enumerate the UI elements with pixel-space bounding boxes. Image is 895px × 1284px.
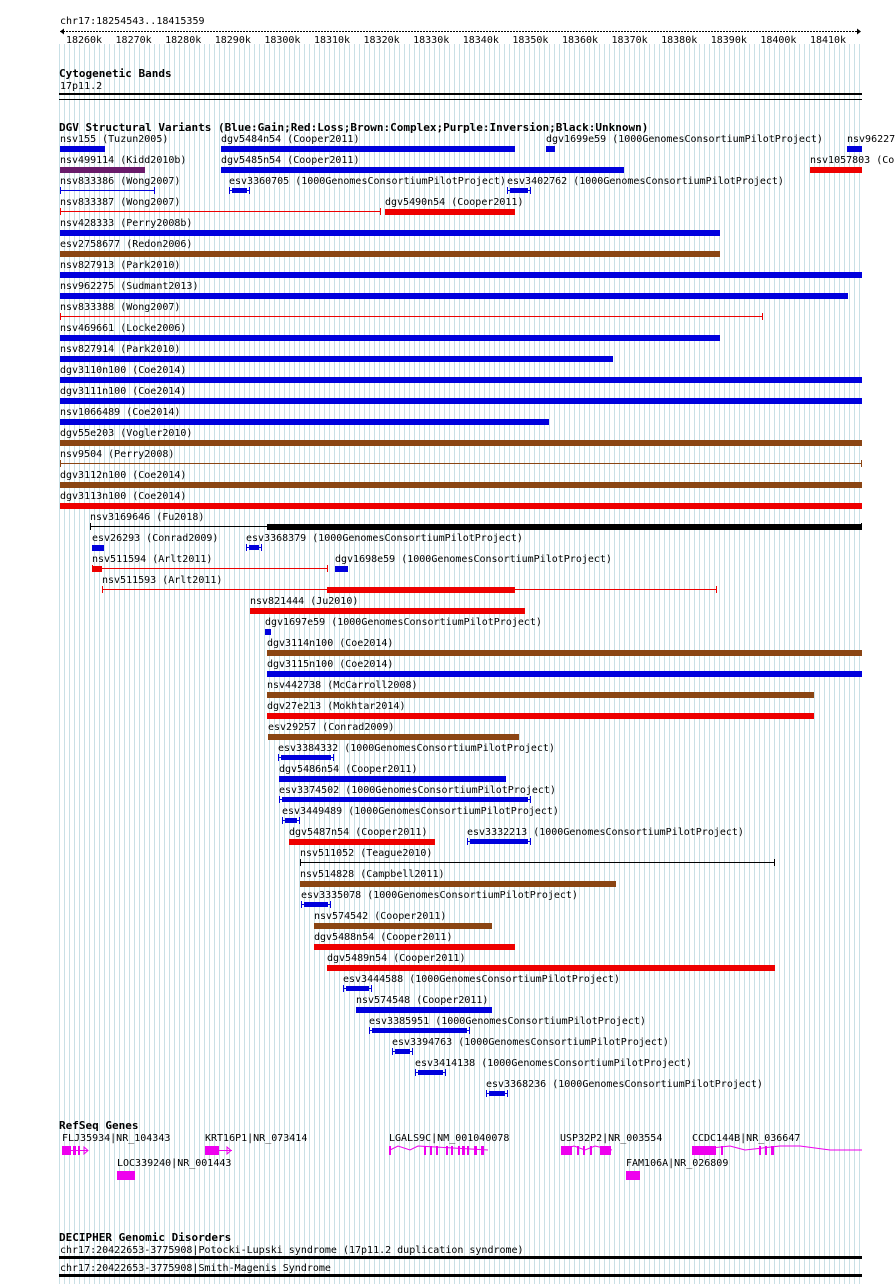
variant-bar[interactable] (267, 650, 862, 656)
variant-bar[interactable] (60, 230, 720, 236)
variant-end-tick (469, 1027, 470, 1034)
variant-label: dgv3113n100 (Coe2014) (60, 491, 187, 502)
variant-label: esv3384332 (1000GenomesConsortiumPilotProject) (278, 743, 555, 754)
variant-label: esv3385951 (1000GenomesConsortiumPilotProject) (369, 1016, 646, 1027)
variant-end-tick (486, 1090, 487, 1097)
variant-label: dgv1697e59 (1000GenomesConsortiumPilotProject) (265, 617, 542, 628)
variant-bar[interactable] (60, 503, 862, 509)
variant-bar[interactable] (268, 734, 519, 740)
variant-end-tick (261, 544, 262, 551)
variant-label: dgv1698e59 (1000GenomesConsortiumPilotProject) (335, 554, 612, 565)
ruler-tick-label: 18320k (363, 35, 400, 46)
gene-label: FLJ35934|NR_104343 (62, 1133, 171, 1144)
variant-bar[interactable] (356, 1007, 492, 1013)
variant-end-tick (301, 901, 302, 908)
variant-bar[interactable] (221, 146, 515, 152)
variant-bar[interactable] (92, 545, 104, 551)
decipher-item-bar[interactable] (59, 1274, 862, 1277)
variant-end-tick (412, 1048, 413, 1055)
variant-bar[interactable] (289, 839, 435, 845)
variant-bar[interactable] (60, 440, 862, 446)
ruler-tick-label: 18350k (512, 35, 549, 46)
variant-end-tick (467, 838, 468, 845)
variant-end-tick (299, 817, 300, 824)
variant-label: esv3402762 (1000GenomesConsortiumPilotProject) (507, 176, 784, 187)
ruler-tick-label: 18290k (214, 35, 251, 46)
variant-label: dgv5490n54 (Cooper2011) (385, 197, 524, 208)
variant-label: esv3368379 (1000GenomesConsortiumPilotProject) (246, 533, 523, 544)
variant-end-tick (246, 544, 247, 551)
variant-bar[interactable] (60, 146, 105, 152)
variant-label: nsv833386 (Wong2007) (60, 176, 181, 187)
variant-bar[interactable] (60, 167, 145, 173)
variant-label: esv3360705 (1000GenomesConsortiumPilotProject) (229, 176, 506, 187)
ruler-tick-label: 18270k (115, 35, 152, 46)
cytoband-label: 17p11.2 (60, 81, 103, 92)
ruler-tick-label: 18330k (413, 35, 450, 46)
ruler-tick-label: 18260k (65, 35, 103, 46)
ruler-tick-label: 18340k (462, 35, 499, 46)
variant-end-tick (102, 586, 103, 593)
variant-label: dgv5489n54 (Cooper2011) (327, 953, 466, 964)
variant-label: nsv9504 (Perry2008) (60, 449, 175, 460)
variant-bar[interactable] (267, 692, 814, 698)
variant-block (418, 1070, 443, 1075)
ruler-tick-label: 18360k (561, 35, 599, 46)
variant-end-tick (716, 586, 717, 593)
variant-end-tick (380, 208, 381, 215)
ruler-tick-label: 18410k (809, 35, 847, 46)
gene-label: CCDC144B|NR_036647 (692, 1133, 801, 1144)
variant-end-tick (774, 859, 775, 866)
variant-label: nsv574548 (Cooper2011) (356, 995, 489, 1006)
variant-label: nsv155 (Tuzun2005) (60, 134, 169, 145)
variant-label: nsv428333 (Perry2008b) (60, 218, 193, 229)
variant-end-tick (861, 460, 862, 467)
variant-label: nsv574542 (Cooper2011) (314, 911, 447, 922)
variant-label: nsv511593 (Arlt2011) (102, 575, 223, 586)
variant-end-tick (300, 859, 301, 866)
variant-block (281, 755, 331, 760)
variant-bar[interactable] (327, 965, 775, 971)
variant-bar[interactable] (847, 146, 862, 152)
variant-end-tick (530, 838, 531, 845)
variant-end-tick (762, 313, 763, 320)
ruler-tick-label: 18300k (264, 35, 301, 46)
variant-block (510, 188, 528, 193)
ruler-tick-label: 18390k (710, 35, 747, 46)
variant-end-tick (333, 754, 334, 761)
variant-bar[interactable] (335, 566, 348, 572)
decipher-item-label: chr17:20422653-3775908|Potocki-Lupski syndrome (17p11.2 duplication syndrome) (60, 1245, 524, 1256)
variant-label: esv3444588 (1000GenomesConsortiumPilotProject) (343, 974, 620, 985)
cytoband-bar[interactable] (59, 93, 862, 95)
variant-block (93, 566, 102, 572)
variant-bar[interactable] (60, 272, 862, 278)
variant-bar[interactable] (300, 881, 616, 887)
variant-block (470, 839, 528, 844)
variant-label: dgv3110n100 (Coe2014) (60, 365, 187, 376)
variant-label: esv3449489 (1000GenomesConsortiumPilotProject) (282, 806, 559, 817)
variant-label: esv3374502 (1000GenomesConsortiumPilotProject) (279, 785, 556, 796)
variant-label: nsv1066489 (Coe2014) (60, 407, 181, 418)
decipher-item-label: chr17:20422653-3775908|Smith-Magenis Syndrome (60, 1263, 331, 1274)
variant-block (249, 545, 259, 550)
variant-label: nsv1057803 (Co (810, 155, 895, 166)
variant-bar[interactable] (60, 463, 862, 464)
variant-block (304, 902, 328, 907)
variant-bar[interactable] (265, 629, 271, 635)
dgv-track-title[interactable]: DGV Structural Variants (Blue:Gain;Red:Loss;Brown:Complex;Purple:Inversion;Black:Unknown) (59, 121, 649, 134)
variant-label: dgv55e203 (Vogler2010) (60, 428, 193, 439)
variant-label: nsv469661 (Locke2006) (60, 323, 187, 334)
variant-label: nsv514828 (Campbell2011) (300, 869, 445, 880)
variant-bar[interactable] (267, 713, 814, 719)
variant-label: nsv821444 (Ju2010) (250, 596, 359, 607)
gene-label: KRT16P1|NR_073414 (205, 1133, 308, 1144)
variant-bar[interactable] (279, 776, 506, 782)
variant-end-tick (507, 187, 508, 194)
region-label: chr17:18254543..18415359 (60, 16, 205, 27)
variant-block (372, 1028, 467, 1033)
variant-block (285, 818, 297, 823)
variant-label: dgv3112n100 (Coe2014) (60, 470, 187, 481)
variant-bar[interactable] (60, 316, 763, 317)
variant-label: esv3368236 (1000GenomesConsortiumPilotProject) (486, 1079, 763, 1090)
variant-bar[interactable] (60, 190, 155, 191)
decipher-track-title[interactable]: DECIPHER Genomic Disorders (59, 1231, 232, 1244)
variant-end-tick (369, 1027, 370, 1034)
variant-label: nsv827914 (Park2010) (60, 344, 181, 355)
variant-block (267, 524, 862, 530)
variant-label: nsv511052 (Teague2010) (300, 848, 433, 859)
variant-block (282, 797, 528, 802)
cytoband-track-title[interactable]: Cytogenetic Bands (59, 67, 172, 80)
variant-end-tick (60, 187, 61, 194)
variant-end-tick (530, 796, 531, 803)
variant-bar[interactable] (810, 167, 862, 173)
variant-bar[interactable] (60, 251, 720, 257)
variant-label: dgv3115n100 (Coe2014) (267, 659, 394, 670)
variant-label: dgv1699e59 (1000GenomesConsortiumPilotProject) (546, 134, 823, 145)
variant-bar[interactable] (385, 209, 515, 215)
variant-bar[interactable] (300, 862, 775, 863)
variant-bar[interactable] (60, 377, 862, 383)
variant-label: nsv511594 (Arlt2011) (92, 554, 213, 565)
variant-label: dgv5484n54 (Cooper2011) (221, 134, 360, 145)
variant-end-tick (60, 460, 61, 467)
variant-bar[interactable] (60, 335, 720, 341)
variant-end-tick (507, 1090, 508, 1097)
variant-bar[interactable] (60, 419, 549, 425)
ruler-tick-label: 18370k (611, 35, 648, 46)
variant-label: esv3414138 (1000GenomesConsortiumPilotProject) (415, 1058, 692, 1069)
variant-label: nsv833388 (Wong2007) (60, 302, 181, 313)
variant-label: esv3332213 (1000GenomesConsortiumPilotProject) (467, 827, 744, 838)
variant-end-tick (330, 901, 331, 908)
variant-label: dgv5486n54 (Cooper2011) (279, 764, 418, 775)
variant-label: dgv27e213 (Mokhtar2014) (267, 701, 406, 712)
variant-label: nsv499114 (Kidd2010b) (60, 155, 187, 166)
variant-block (395, 1049, 410, 1054)
variant-bar[interactable] (60, 356, 613, 362)
variant-bar[interactable] (250, 608, 525, 614)
variant-label: nsv442738 (McCarroll2008) (267, 680, 418, 691)
variant-label: esv26293 (Conrad2009) (92, 533, 219, 544)
variant-bar[interactable] (546, 146, 555, 152)
variant-end-tick (392, 1048, 393, 1055)
variant-end-tick (90, 523, 91, 530)
track-divider (59, 99, 862, 100)
variant-end-tick (60, 208, 61, 215)
variant-block (232, 188, 247, 193)
ruler-tick-label: 18380k (661, 35, 698, 46)
variant-block (489, 1091, 505, 1096)
variant-bar[interactable] (60, 211, 381, 212)
ruler-tick-label: 18280k (165, 35, 202, 46)
variant-label: nsv962275 (Sudmant2013) (60, 281, 199, 292)
variant-label: esv2758677 (Redon2006) (60, 239, 193, 250)
gene-label: USP32P2|NR_003554 (560, 1133, 663, 1144)
variant-bar[interactable] (92, 568, 328, 569)
variant-label: dgv5487n54 (Cooper2011) (289, 827, 428, 838)
variant-end-tick (282, 817, 283, 824)
variant-label: dgv5488n54 (Cooper2011) (314, 932, 453, 943)
variant-end-tick (445, 1069, 446, 1076)
variant-label: nsv96227 (847, 134, 895, 145)
variant-end-tick (415, 1069, 416, 1076)
variant-label: nsv3169646 (Fu2018) (90, 512, 205, 523)
ruler-tick-label: 18400k (760, 35, 797, 46)
ruler-tick-label: 18310k (313, 35, 351, 46)
gene-label: FAM106A|NR_026809 (626, 1158, 729, 1169)
decipher-item-bar[interactable] (59, 1256, 862, 1259)
variant-label: esv3394763 (1000GenomesConsortiumPilotProject) (392, 1037, 669, 1048)
variant-end-tick (60, 313, 61, 320)
variant-bar[interactable] (60, 293, 848, 299)
variant-bar[interactable] (314, 944, 515, 950)
variant-block (346, 986, 369, 991)
variant-block (327, 587, 515, 593)
variant-end-tick (154, 187, 155, 194)
refseq-track-title[interactable]: RefSeq Genes (59, 1119, 139, 1132)
gene-label: LOC339240|NR_001443 (117, 1158, 232, 1169)
variant-label: nsv833387 (Wong2007) (60, 197, 181, 208)
variant-end-tick (249, 187, 250, 194)
variant-end-tick (530, 187, 531, 194)
variant-end-tick (229, 187, 230, 194)
variant-label: dgv3114n100 (Coe2014) (267, 638, 394, 649)
gene-label: LGALS9C|NM_001040078 (389, 1133, 510, 1144)
variant-label: nsv827913 (Park2010) (60, 260, 181, 271)
variant-end-tick (279, 796, 280, 803)
variant-end-tick (327, 565, 328, 572)
variant-bar[interactable] (60, 482, 862, 488)
variant-end-tick (278, 754, 279, 761)
variant-bar[interactable] (221, 167, 624, 173)
variant-label: dgv5485n54 (Cooper2011) (221, 155, 360, 166)
variant-label: esv29257 (Conrad2009) (268, 722, 395, 733)
variant-end-tick (343, 985, 344, 992)
variant-bar[interactable] (60, 398, 862, 404)
variant-label: esv3335078 (1000GenomesConsortiumPilotProject) (301, 890, 578, 901)
variant-end-tick (371, 985, 372, 992)
variant-bar[interactable] (267, 671, 862, 677)
variant-bar[interactable] (314, 923, 492, 929)
variant-label: dgv3111n100 (Coe2014) (60, 386, 187, 397)
